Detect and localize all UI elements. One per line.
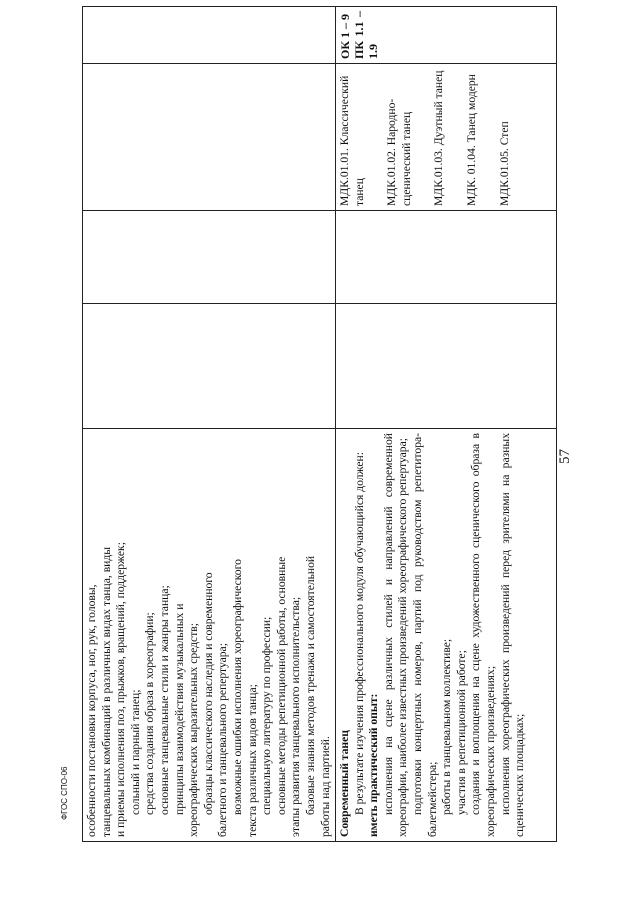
text-line: работы над партией. (318, 736, 332, 837)
text-line: возможные ошибки исполнения хореографического (230, 559, 244, 815)
practice-item: участия в репетиционной работе; (454, 650, 468, 815)
empty-cell (336, 211, 557, 304)
empty-cell (83, 304, 336, 429)
text-line: специальную литературу по профессии; (260, 616, 274, 815)
text-line: хореографических выразительных средств; (187, 623, 201, 837)
text-line: основные танцевальные стили и жанры танца; (157, 585, 171, 815)
ok-code: ОК 1 – 9 (338, 13, 353, 59)
mdk-item: МДК.01.02. Народно-сценический танец (385, 98, 413, 206)
practice-item: исполнения на сцене различных стилей и направлений современной хореографии, наиболее известных произведений хореографического репертуара; (381, 433, 410, 837)
empty-cell (83, 7, 336, 64)
text-line: этапы развития танцевального исполнительства; (289, 596, 303, 837)
mdk-item: МДК. 01.04. Танец модерн (465, 74, 479, 206)
text-line: образцы классического наследия и современного (201, 572, 215, 815)
text-line: особенности постановки корпуса, ног, рук, головы, (85, 584, 98, 837)
mdk-item: МДК.01.03. Дуэтный танец (432, 70, 446, 206)
mdk-cell (336, 64, 557, 211)
text-line: текста различных видов танца; (245, 684, 259, 837)
module-intro: В результате изучения профессионального модуля обучающийся должен: (352, 452, 366, 815)
pk-code: ПК 1.1 – 1.9 (352, 11, 381, 59)
text-line: принципы взаимодействия музыкальных и (172, 603, 186, 815)
text-line: базовые знания методов тренажа и самостоятельной (303, 555, 317, 815)
table-row (336, 7, 557, 842)
practice-item: исполнения хореографических произведений перед зрителями на разных сценических площадках; (498, 433, 527, 837)
empty-cell (83, 64, 336, 211)
empty-cell (83, 211, 336, 304)
practice-item: работы в танцевальном коллективе; (440, 638, 454, 815)
codes-cell (336, 7, 557, 64)
module-cell (336, 429, 557, 842)
page-number: 57 (557, 449, 573, 464)
mdk-item: МДК.01.01. Классический танец (338, 75, 366, 206)
practice-label: иметь практический опыт: (367, 693, 381, 837)
practice-item: создания и воплощения на сцене художественного сценического образа в хореографических произведениях; (469, 433, 498, 837)
text-line: и приемы исполнения поз, прыжков, вращений, поддержек; (114, 542, 128, 837)
rotated-table-sheet (82, 11, 548, 842)
empty-cell (336, 304, 557, 429)
text-line: балетного и танцевального репертуара; (216, 643, 230, 837)
practice-item: подготовки концертных номеров, партий под руководством репетитора-балетмейстера; (411, 433, 439, 837)
knowledge-cell (83, 429, 336, 842)
text-line: танцевальных комбинаций в различных видах танца, виды (99, 546, 113, 837)
table-row (83, 7, 336, 842)
footer-code: ФГОС СПО-06 (60, 766, 69, 820)
text-line: сольный и парный танец; (128, 689, 142, 815)
text-line: средства создания образа в хореографии; (143, 612, 157, 815)
mdk-item: МДК.01.05. Степ (497, 121, 511, 206)
text-line: основные методы репетиционной работы, основные (274, 556, 288, 815)
module-title: Современный танец (338, 730, 352, 837)
competency-table (82, 6, 557, 842)
